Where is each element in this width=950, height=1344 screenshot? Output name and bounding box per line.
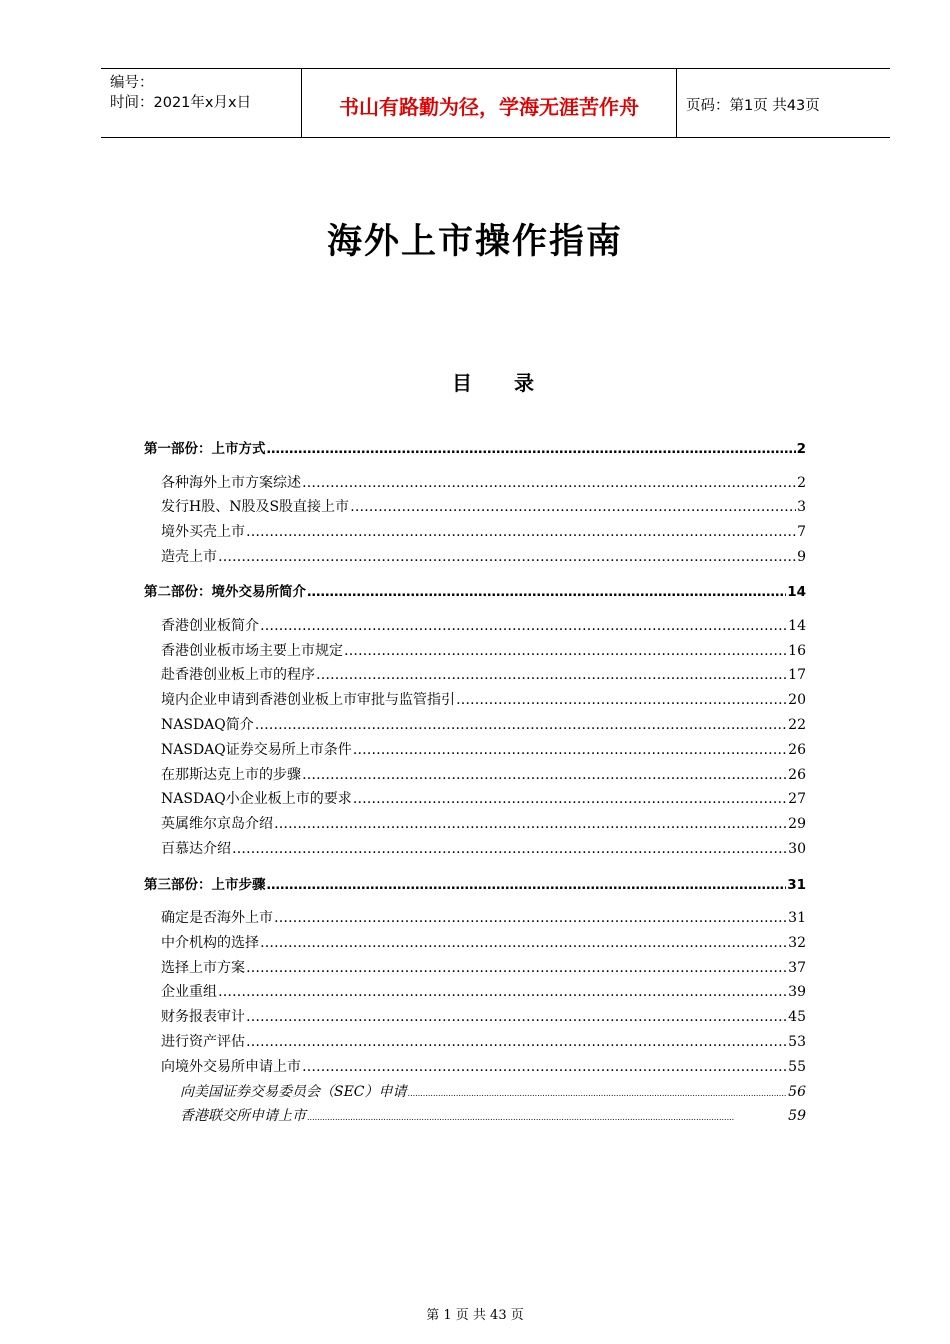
toc-entry[interactable] [180, 1105, 806, 1127]
time-label: 时间：2021年x月x日 [110, 95, 252, 111]
toc-entry-page: 2 [797, 475, 806, 491]
toc-section-entry[interactable] [144, 580, 806, 602]
toc-entry-title: 造壳上市 [161, 549, 217, 565]
toc-entry-title: 英属维尔京岛介绍 [161, 816, 273, 832]
number-label: 编号： [110, 75, 154, 91]
toc-entry-page: 20 [788, 692, 806, 708]
toc-entry-page: 3 [797, 499, 806, 515]
toc-leader-dots [307, 1108, 787, 1124]
toc-entry-title: 在那斯达克上市的步骤 [161, 767, 301, 783]
toc-entry-page: 39 [788, 984, 806, 1000]
toc-entry-title: 第一部份：上市方式 [144, 441, 266, 457]
toc-entry-title: NASDAQ证券交易所上市条件 [161, 742, 352, 758]
toc-heading-char: 录 [514, 371, 534, 395]
toc-leader-dots [408, 1084, 788, 1100]
page-footer: 第 1 页 共 43 页 [426, 1308, 524, 1323]
toc-entry-title: 中介机构的选择 [161, 935, 259, 951]
toc-leader-dots [246, 1034, 787, 1050]
toc-entry-page: 59 [788, 1108, 806, 1124]
toc-leader-dots [302, 475, 796, 491]
toc-leader-dots [267, 877, 787, 893]
toc-entry-title: 向美国证券交易委员会（SEC）申请 [180, 1084, 407, 1100]
toc-entry-page: 56 [788, 1084, 806, 1100]
toc-entry-title: 财务报表审计 [161, 1009, 245, 1025]
toc-entry-title: 百慕达介绍 [161, 841, 231, 857]
toc-entry-page: 16 [788, 643, 806, 659]
toc-leader-dots [353, 742, 787, 758]
toc-entry[interactable] [161, 957, 806, 979]
toc-entry-page: 45 [788, 1009, 806, 1025]
toc-leader-dots [255, 717, 787, 733]
toc-entry[interactable] [161, 838, 806, 860]
toc-entry[interactable] [161, 472, 806, 494]
toc-entry-title: NASDAQ简介 [161, 717, 254, 733]
toc-entry-title: 香港创业板市场主要上市规定 [161, 643, 343, 659]
toc-entry[interactable] [180, 1081, 806, 1103]
toc-leader-dots [353, 791, 787, 807]
toc-entry[interactable] [161, 739, 806, 761]
toc-entry[interactable] [161, 640, 806, 662]
page-code: 页码：第1页 共43页 [686, 98, 820, 114]
toc-entry-page: 29 [788, 816, 806, 832]
toc-leader-dots [246, 1009, 787, 1025]
toc-entry-title: 选择上市方案 [161, 960, 245, 976]
toc-entry[interactable] [161, 689, 806, 711]
toc-section-entry[interactable] [144, 437, 806, 459]
toc-entry-title: 进行资产评估 [161, 1034, 245, 1050]
toc-leader-dots [218, 984, 787, 1000]
toc-entry-page: 32 [788, 935, 806, 951]
toc-entry-page: 7 [797, 524, 806, 540]
toc-entry-page: 14 [788, 618, 806, 634]
toc-entry[interactable] [161, 788, 806, 810]
toc-entry-title: 各种海外上市方案综述 [161, 475, 301, 491]
toc-entry-page: 17 [788, 667, 806, 683]
toc-leader-dots [344, 643, 787, 659]
toc-entry[interactable] [161, 1056, 806, 1078]
toc-entry-page: 9 [797, 549, 806, 565]
motto: 书山有路勤为径，学海无涯苦作舟 [339, 95, 639, 119]
toc-leader-dots [350, 499, 796, 515]
toc-entry-page: 31 [788, 910, 806, 926]
toc-leader-dots [246, 524, 796, 540]
toc-entry[interactable] [161, 764, 806, 786]
toc-section-entry[interactable] [144, 873, 806, 895]
toc-entry[interactable] [161, 615, 806, 637]
toc-entry[interactable] [161, 664, 806, 686]
toc-leader-dots [316, 667, 787, 683]
toc-entry[interactable] [161, 521, 806, 543]
toc-leader-dots [260, 935, 787, 951]
toc-entry-page: 22 [788, 717, 806, 733]
toc-entry[interactable] [161, 714, 806, 736]
toc-heading-char: 目 [452, 371, 472, 395]
toc-leader-dots [302, 1059, 787, 1075]
toc-leader-dots [302, 767, 787, 783]
document-title: 海外上市操作指南 [326, 222, 623, 262]
toc-entry-page: 53 [788, 1034, 806, 1050]
toc-leader-dots [267, 441, 796, 457]
toc-entry[interactable] [161, 1031, 806, 1053]
toc-entry-title: 确定是否海外上市 [161, 910, 273, 926]
toc-entry-page: 30 [788, 841, 806, 857]
toc-leader-dots [274, 816, 787, 832]
toc-entry[interactable] [161, 981, 806, 1003]
toc-entry-page: 27 [788, 791, 806, 807]
toc-leader-dots [260, 618, 787, 634]
toc-entry-page: 55 [788, 1059, 806, 1075]
toc-leader-dots [456, 692, 787, 708]
toc-entry[interactable] [161, 546, 806, 568]
toc-entry-page: 26 [788, 767, 806, 783]
toc-entry[interactable] [161, 907, 806, 929]
toc-entry-page: 31 [787, 877, 806, 893]
toc-entry-page: 26 [788, 742, 806, 758]
toc-entry-page: 37 [788, 960, 806, 976]
toc-entry-title: 境内企业申请到香港创业板上市审批与监管指引 [161, 692, 455, 708]
toc-leader-dots [307, 584, 786, 600]
toc-leader-dots [218, 549, 796, 565]
toc-entry[interactable] [161, 932, 806, 954]
toc-entry-title: 第二部份：境外交易所简介 [144, 584, 306, 600]
toc-entry[interactable] [161, 813, 806, 835]
toc-entry[interactable] [161, 1006, 806, 1028]
toc-leader-dots [274, 910, 787, 926]
toc-entry[interactable] [161, 496, 806, 518]
toc-entry-page: 2 [796, 441, 806, 457]
toc-entry-page: 14 [787, 584, 806, 600]
toc-leader-dots [232, 841, 787, 857]
toc-entry-title: 向境外交易所申请上市 [161, 1059, 301, 1075]
toc-entry-title: 香港联交所申请上市 [180, 1108, 306, 1124]
toc-entry-title: 赴香港创业板上市的程序 [161, 667, 315, 683]
toc-entry-title: 香港创业板简介 [161, 618, 259, 634]
toc-leader-dots [246, 960, 787, 976]
toc-entry-title: 发行H股、N股及S股直接上市 [161, 499, 350, 515]
toc-entry-title: 境外买壳上市 [161, 524, 245, 540]
toc-entry-title: 企业重组 [161, 984, 217, 1000]
toc-entry-title: NASDAQ小企业板上市的要求 [161, 791, 352, 807]
toc-entry-title: 第三部份：上市步骤 [144, 877, 266, 893]
